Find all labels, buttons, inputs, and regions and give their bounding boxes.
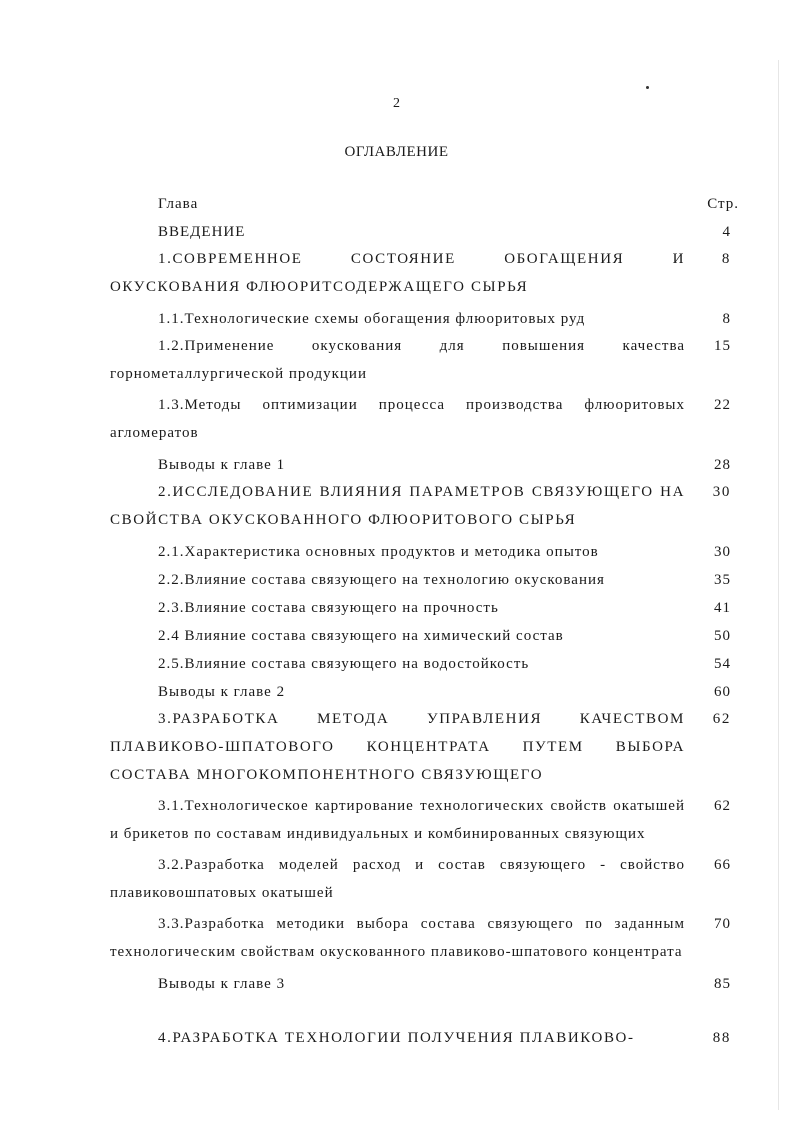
toc-entry-page: 8	[721, 251, 731, 267]
toc-entry-text: 2.3.Влияние состава связующего на прочность	[158, 600, 499, 616]
toc-entry-page: 41	[714, 600, 731, 616]
toc-entry-section-1-3	[0, 388, 793, 447]
scan-speck	[646, 86, 649, 89]
page-title: ОГЛАВЛЕНИЕ	[344, 144, 449, 160]
toc-entry-page: 8	[722, 311, 731, 327]
toc-entry-text: 4.РАЗРАБОТКА ТЕХНОЛОГИИ ПОЛУЧЕНИЯ ПЛАВИКОВО-	[158, 1030, 635, 1046]
toc-entry-page: 30	[714, 544, 731, 560]
toc-entry-page: 22	[714, 397, 731, 413]
toc-entry-page: 35	[714, 572, 731, 588]
toc-entry-text: 2.5.Влияние состава связующего на водостойкость	[158, 656, 530, 672]
toc-entry-section-2-4	[0, 618, 793, 646]
toc-entry-chapter-2	[0, 475, 793, 534]
toc-entry-conclusions-2	[0, 674, 793, 702]
page-number: 2	[393, 96, 400, 111]
toc-entry-text: Выводы к главе 1	[158, 457, 286, 473]
toc-entry-page: 62	[714, 798, 731, 814]
toc-entry-text: 1.2.Применение окускования для повышения качества горнометаллургической продукции	[110, 338, 685, 382]
toc-entry-text: 2.1.Характеристика основных продуктов и методика опытов	[158, 544, 599, 560]
toc-entry-introduction	[0, 214, 793, 242]
toc-entry-text: ВВЕДЕНИЕ	[158, 224, 246, 240]
toc-entry-text: 1.3.Методы оптимизации процесса производства флюоритовых агломератов	[110, 397, 685, 441]
toc-entry-page: 30	[712, 484, 731, 500]
toc-entry-text: 3.РАЗРАБОТКА МЕТОДА УПРАВЛЕНИЯ КАЧЕСТВОМ ПЛАВИКОВО-ШПАТОВОГО КОНЦЕНТРАТА ПУТЕМ ВЫБОРА СОСТАВА МНОГОКОМПОНЕНТНОГО СВЯЗУЮЩЕГО	[110, 711, 685, 783]
toc-entry-section-1-2	[0, 329, 793, 388]
toc-entry-page: 66	[714, 857, 731, 873]
toc-entry-conclusions-1	[0, 447, 793, 475]
toc-entry-page: 60	[714, 684, 731, 700]
toc-entry-page: 70	[714, 916, 731, 932]
toc-entry-text: 3.1.Технологическое картирование технологических свойств окатышей и брикетов по составам индивидуальных и комбинированных связующих	[110, 798, 685, 842]
page-column-label: Стр.	[707, 196, 739, 212]
toc-entry-page: 28	[714, 457, 731, 473]
toc-entry-page: 50	[714, 628, 731, 644]
toc-entry-section-2-3	[0, 590, 793, 618]
toc-entry-page: 88	[712, 1030, 731, 1046]
toc-header	[0, 186, 793, 214]
toc-entry-page: 85	[714, 976, 731, 992]
table-of-contents	[0, 186, 793, 1048]
toc-entry-page: 4	[722, 224, 731, 240]
toc-entry-text: 2.2.Влияние состава связующего на технологию окускования	[158, 572, 605, 588]
toc-entry-text: Выводы к главе 3	[158, 976, 286, 992]
toc-entry-conclusions-3	[0, 966, 793, 994]
toc-entry-section-2-5	[0, 646, 793, 674]
toc-entry-section-3-2	[0, 848, 793, 907]
toc-entry-section-3-3	[0, 907, 793, 966]
toc-entry-text: 3.3.Разработка методики выбора состава связующего по заданным технологическим свойствам окускованного плавиково-шпатового концентрата	[110, 916, 685, 960]
toc-entry-section-2-1	[0, 534, 793, 562]
toc-entry-text: Выводы к главе 2	[158, 684, 286, 700]
toc-entry-chapter-4	[0, 1020, 793, 1048]
toc-entry-text: 1.СОВРЕМЕННОЕ СОСТОЯНИЕ ОБОГАЩЕНИЯ И ОКУСКОВАНИЯ ФЛЮОРИТСОДЕРЖАЩЕГО СЫРЬЯ	[110, 251, 685, 295]
toc-entry-section-2-2	[0, 562, 793, 590]
toc-entry-page: 62	[712, 711, 731, 727]
toc-entry-section-3-1	[0, 789, 793, 848]
toc-entry-text: 2.ИССЛЕДОВАНИЕ ВЛИЯНИЯ ПАРАМЕТРОВ СВЯЗУЮЩЕГО НА СВОЙСТВА ОКУСКОВАННОГО ФЛЮОРИТОВОГО СЫРЬЯ	[110, 484, 685, 528]
toc-entry-page: 54	[714, 656, 731, 672]
toc-entry-text: 3.2.Разработка моделей расход и состав связующего - свойство плавиковошпатовых окатышей	[110, 857, 685, 901]
toc-entry-chapter-3	[0, 702, 793, 789]
toc-entry-page: 15	[714, 338, 731, 354]
toc-entry-section-1-1	[0, 301, 793, 329]
toc-entry-text: 1.1.Технологические схемы обогащения флюоритовых руд	[158, 311, 586, 327]
toc-entry-chapter-1	[0, 242, 793, 301]
toc-entry-text: 2.4 Влияние состава связующего на химический состав	[158, 628, 564, 644]
chapter-column-label: Глава	[158, 196, 199, 212]
